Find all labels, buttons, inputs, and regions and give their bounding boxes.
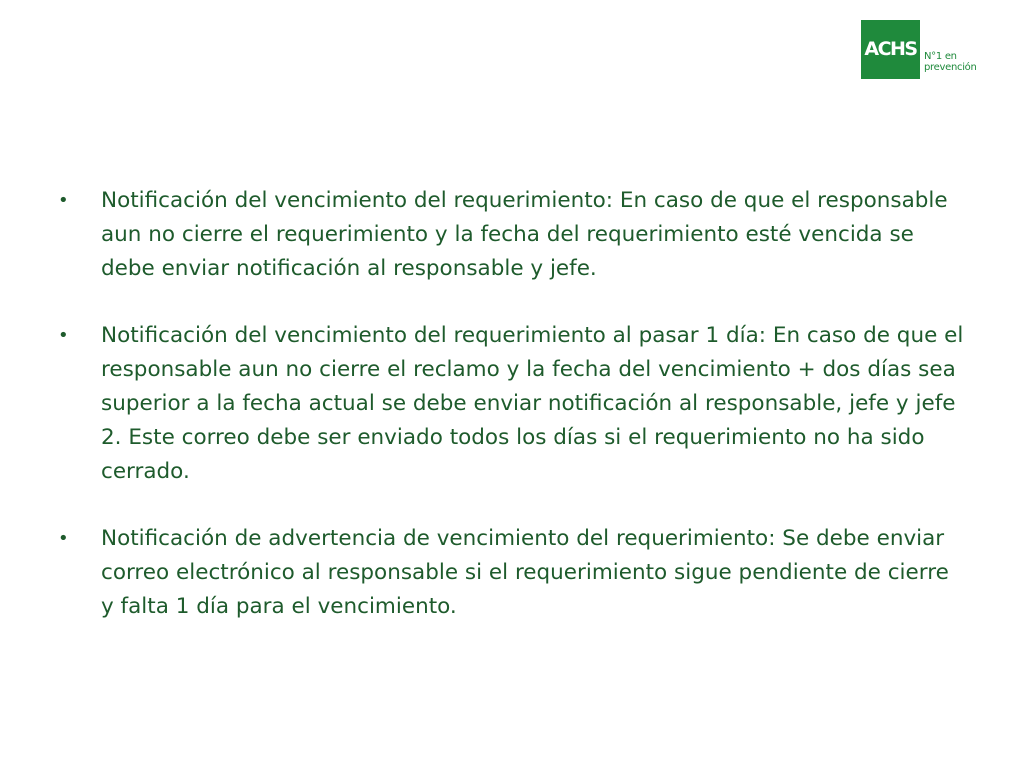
bullet-list: [58, 184, 968, 657]
logo-brand: ACHS: [864, 38, 917, 60]
logo-tagline: [924, 51, 977, 73]
logo-tagline-line1: N°1 en: [924, 51, 957, 62]
bullet-text: Notificación del vencimiento del requerimiento al pasar 1 día: En caso de que el responsable aun no cierre el reclamo y la fecha del vencimiento + dos días sea superior a la fecha actual se debe enviar notificación al responsable, jefe y jefe 2. Este correo debe ser enviado todos los días si el requerimiento no ha sido cerrado.: [101, 323, 964, 484]
list-item: [58, 522, 968, 624]
bullet-marker: •: [58, 528, 69, 549]
list-item: [58, 319, 968, 489]
bullet-marker: •: [58, 190, 69, 211]
logo-tagline-line2: prevención: [924, 62, 977, 73]
bullet-text: Notificación del vencimiento del requerimiento: En caso de que el responsable aun no cierre el requerimiento y la fecha del requerimiento esté vencida se debe enviar notificación al responsable y jefe.: [101, 188, 948, 281]
bullet-text: Notificación de advertencia de vencimiento del requerimiento: Se debe enviar correo electrónico al responsable si el requerimiento sigue pendiente de cierre y falta 1 día para el vencimiento.: [101, 526, 949, 619]
list-item: [58, 184, 968, 286]
achs-logo: [861, 20, 976, 80]
logo-box: [861, 20, 920, 79]
bullet-marker: •: [58, 325, 69, 346]
